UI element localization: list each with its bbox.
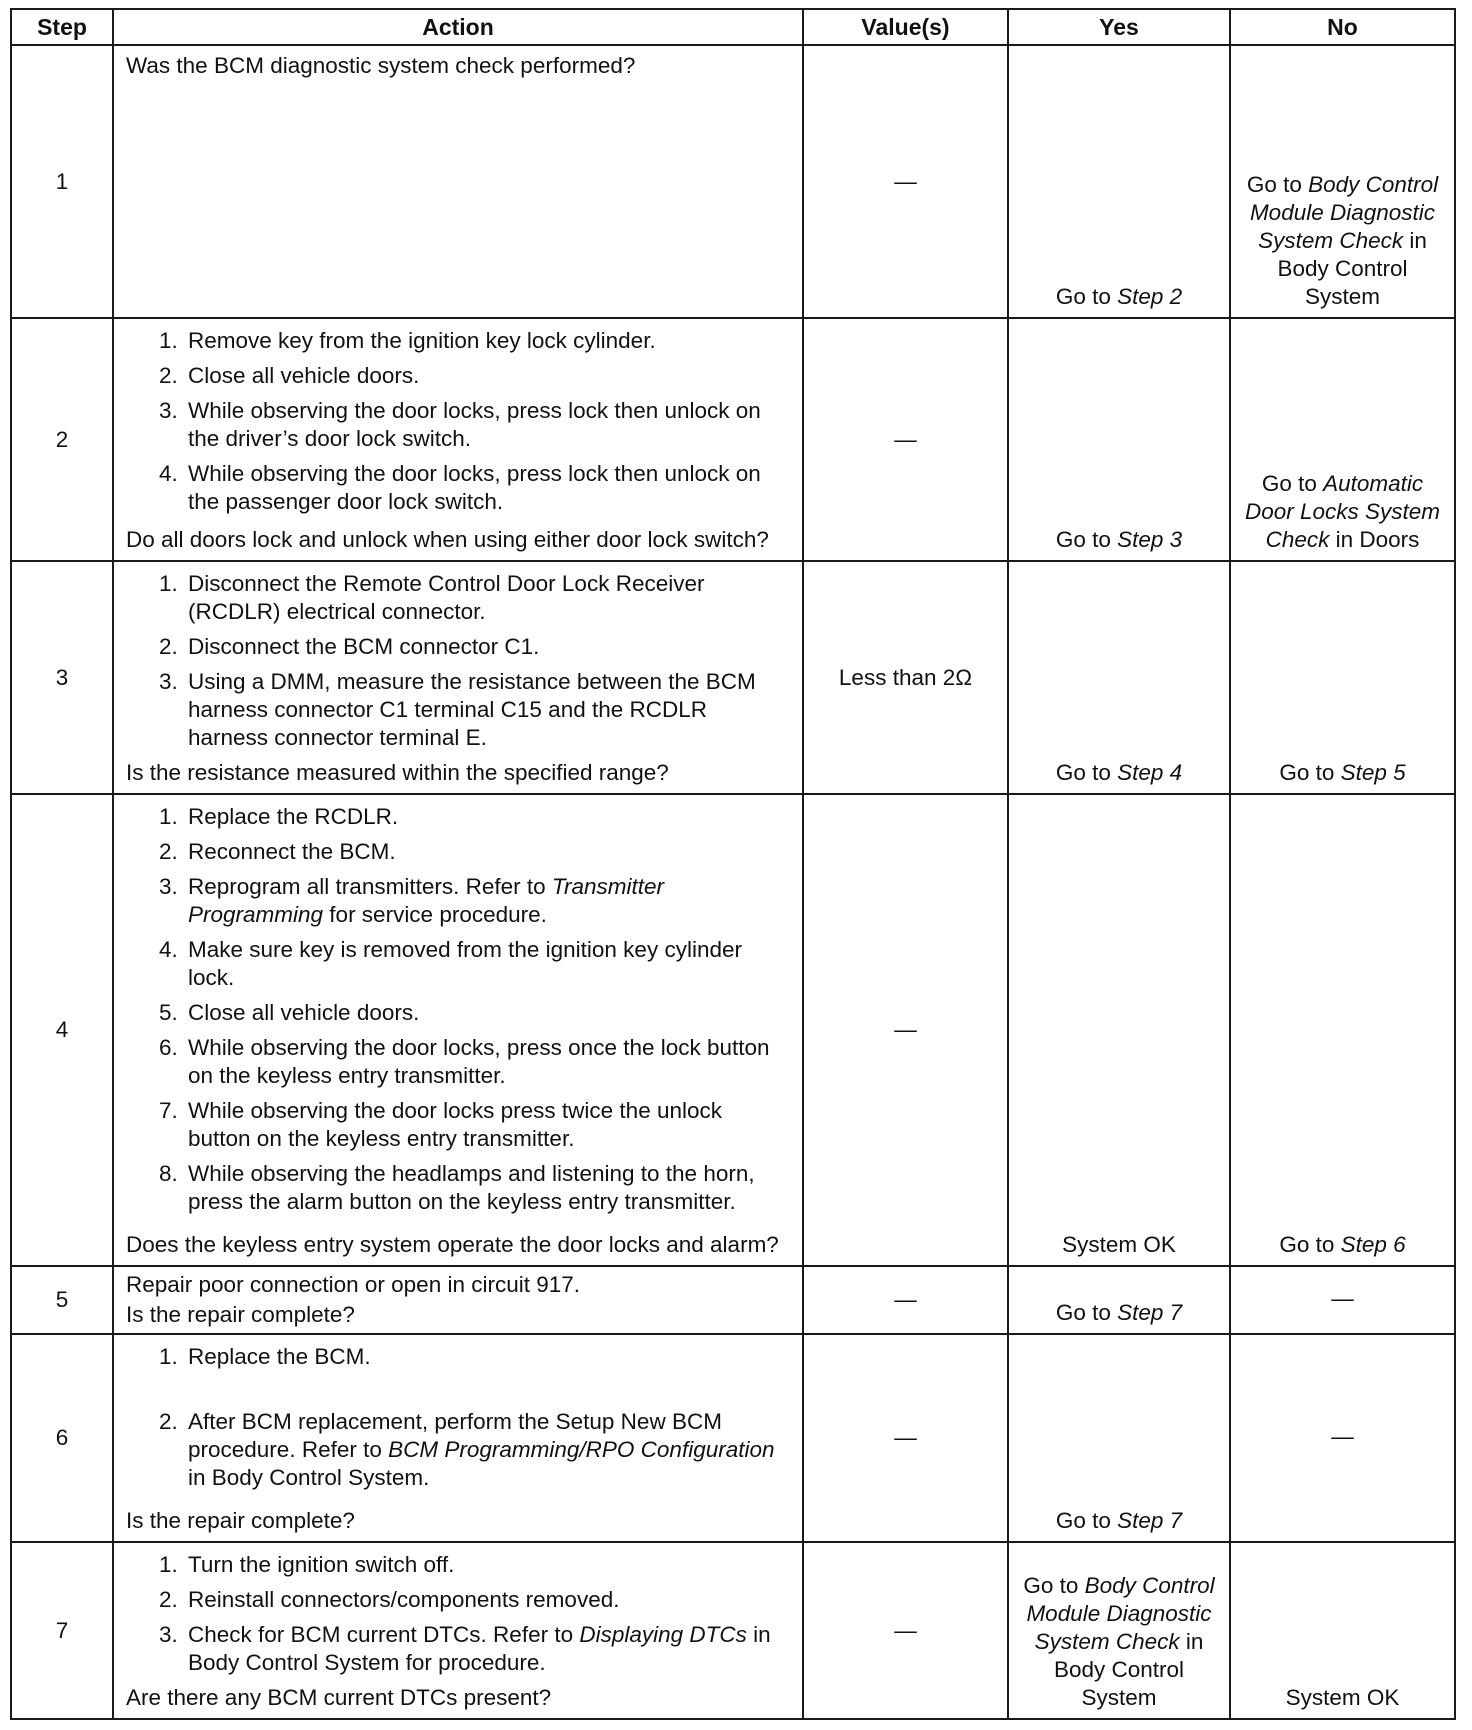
action-steps (126, 1551, 790, 1684)
list-item: 8. While observing the headlamps and listening to the horn, press the alarm button on the keyless entry transmitter. (184, 1160, 790, 1216)
value-cell: — (803, 1266, 1008, 1334)
table-row (11, 1266, 1455, 1334)
header-step: Step (11, 9, 113, 45)
list-item: 3. Check for BCM current DTCs. Refer to Displaying DTCs in Body Control System for procedure. (184, 1621, 790, 1677)
table-row (11, 794, 1455, 1266)
step-number: 3 (11, 561, 113, 794)
action-question: Does the keyless entry system operate the door locks and alarm? (126, 1232, 779, 1257)
list-item: 3. While observing the door locks, press lock then unlock on the driver’s door lock switch. (184, 397, 790, 453)
action-cell (113, 318, 803, 561)
header-action: Action (113, 9, 803, 45)
action-question: Is the repair complete? (126, 1302, 355, 1327)
list-item: 4. While observing the door locks, press lock then unlock on the passenger door lock switch. (184, 460, 790, 516)
step-number: 6 (11, 1334, 113, 1542)
yes-cell: Go to Step 3 (1008, 318, 1230, 561)
list-item: 3. Using a DMM, measure the resistance between the BCM harness connector C1 terminal C15 and the RCDLR harness connector terminal E. (184, 668, 790, 752)
action-cell (113, 561, 803, 794)
header-yes: Yes (1008, 9, 1230, 45)
table-row (11, 45, 1455, 318)
list-item: 2. Reconnect the BCM. (184, 838, 790, 866)
step-number: 1 (11, 45, 113, 318)
no-cell: System OK (1230, 1542, 1455, 1719)
yes-cell: Go to Step 2 (1008, 45, 1230, 318)
value-cell: — (803, 1542, 1008, 1719)
no-cell: Go to Step 5 (1230, 561, 1455, 794)
yes-cell: Go to Step 7 (1008, 1334, 1230, 1542)
list-item: 7. While observing the door locks press twice the unlock button on the keyless entry transmitter. (184, 1097, 790, 1153)
list-item: 1. Remove key from the ignition key lock cylinder. (184, 327, 790, 355)
list-item: 4. Make sure key is removed from the ignition key cylinder lock. (184, 936, 790, 992)
yes-cell: Go to Step 4 (1008, 561, 1230, 794)
table-row (11, 561, 1455, 794)
list-item: 1. Replace the RCDLR. (184, 803, 790, 831)
value-cell: — (803, 318, 1008, 561)
value-cell: — (803, 794, 1008, 1266)
action-cell (113, 1334, 803, 1542)
list-item: 1. Replace the BCM. (184, 1343, 790, 1371)
diagnostic-table (10, 8, 1456, 1720)
action-steps (126, 570, 790, 759)
action-steps (126, 327, 790, 523)
no-cell: — (1230, 1266, 1455, 1334)
step-number: 5 (11, 1266, 113, 1334)
list-item: 3. Reprogram all transmitters. Refer to Transmitter Programming for service procedure. (184, 873, 790, 929)
header-row (11, 9, 1455, 45)
action-cell (113, 45, 803, 318)
list-item: 5. Close all vehicle doors. (184, 999, 790, 1027)
action-question: Was the BCM diagnostic system check performed? (126, 53, 636, 78)
list-item: 1. Turn the ignition switch off. (184, 1551, 790, 1579)
yes-cell: System OK (1008, 794, 1230, 1266)
action-cell (113, 1266, 803, 1334)
action-steps (126, 1343, 790, 1499)
header-no: No (1230, 9, 1455, 45)
table-row (11, 1334, 1455, 1542)
list-item: 2. Reinstall connectors/components removed. (184, 1586, 790, 1614)
value-cell: — (803, 45, 1008, 318)
list-item: 6. While observing the door locks, press once the lock button on the keyless entry transmitter. (184, 1034, 790, 1090)
step-number: 4 (11, 794, 113, 1266)
step-number: 7 (11, 1542, 113, 1719)
header-values: Value(s) (803, 9, 1008, 45)
value-cell: Less than 2Ω (803, 561, 1008, 794)
no-cell: Go to Automatic Door Locks System Check in Doors (1230, 318, 1455, 561)
yes-cell: Go to Body Control Module Diagnostic System Check in Body Control System (1008, 1542, 1230, 1719)
value-cell: — (803, 1334, 1008, 1542)
list-item: 1. Disconnect the Remote Control Door Lock Receiver (RCDLR) electrical connector. (184, 570, 790, 626)
list-item: 2. Disconnect the BCM connector C1. (184, 633, 790, 661)
action-text: Repair poor connection or open in circuit 917. (126, 1272, 581, 1297)
step-number: 2 (11, 318, 113, 561)
action-cell (113, 1542, 803, 1719)
no-cell: Go to Body Control Module Diagnostic System Check in Body Control System (1230, 45, 1455, 318)
action-question: Are there any BCM current DTCs present? (126, 1685, 552, 1710)
table-row (11, 1542, 1455, 1719)
yes-cell: Go to Step 7 (1008, 1266, 1230, 1334)
no-cell: Go to Step 6 (1230, 794, 1455, 1266)
table-row (11, 318, 1455, 561)
no-cell: — (1230, 1334, 1455, 1542)
action-question: Is the resistance measured within the specified range? (126, 760, 669, 785)
action-question: Do all doors lock and unlock when using either door lock switch? (126, 527, 769, 552)
action-steps (126, 803, 790, 1223)
action-question: Is the repair complete? (126, 1508, 355, 1533)
action-cell (113, 794, 803, 1266)
list-item: 2. Close all vehicle doors. (184, 362, 790, 390)
list-item: 2. After BCM replacement, perform the Setup New BCM procedure. Refer to BCM Programming/RPO Configuration in Body Control System. (184, 1408, 790, 1492)
